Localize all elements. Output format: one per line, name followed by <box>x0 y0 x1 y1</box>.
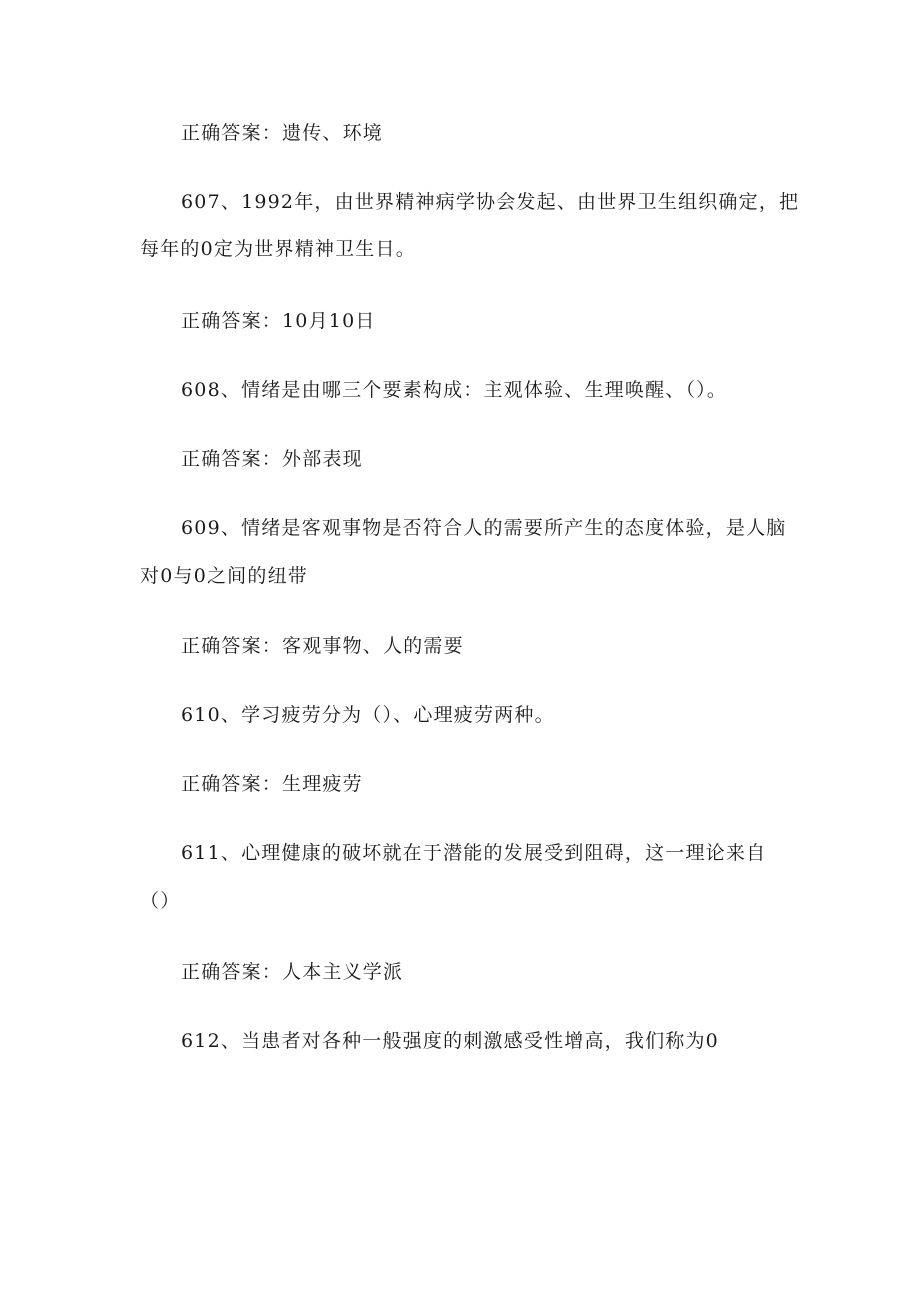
question-609-line-2: 对0与0之间的纽带 <box>140 565 308 587</box>
answer-608: 正确答案：外部表现 <box>181 448 363 470</box>
answer-606: 正确答案：遗传、环境 <box>181 122 384 144</box>
answer-611: 正确答案：人本主义学派 <box>181 961 404 983</box>
answer-609: 正确答案：客观事物、人的需要 <box>181 635 464 657</box>
question-611-line-2: （） <box>140 890 181 912</box>
answer-607: 正确答案：10月10日 <box>181 310 376 332</box>
question-610: 610、学习疲劳分为（）、心理疲劳两种。 <box>181 704 555 726</box>
question-609-line-1: 609、情绪是客观事物是否符合人的需要所产生的态度体验，是人脑 <box>181 517 787 539</box>
question-612: 612、当患者对各种一般强度的刺激感受性增高，我们称为0 <box>181 1030 719 1052</box>
question-607-line-2: 每年的0定为世界精神卫生日。 <box>140 238 416 260</box>
question-608: 608、情绪是由哪三个要素构成：主观体验、生理唤醒、（）。 <box>181 379 728 401</box>
question-607-line-1: 607、1992年，由世界精神病学协会发起、由世界卫生组织确定，把 <box>181 191 800 213</box>
question-611-line-1: 611、心理健康的破坏就在于潜能的发展受到阻碍，这一理论来自 <box>181 842 767 864</box>
answer-610: 正确答案：生理疲劳 <box>181 773 363 795</box>
